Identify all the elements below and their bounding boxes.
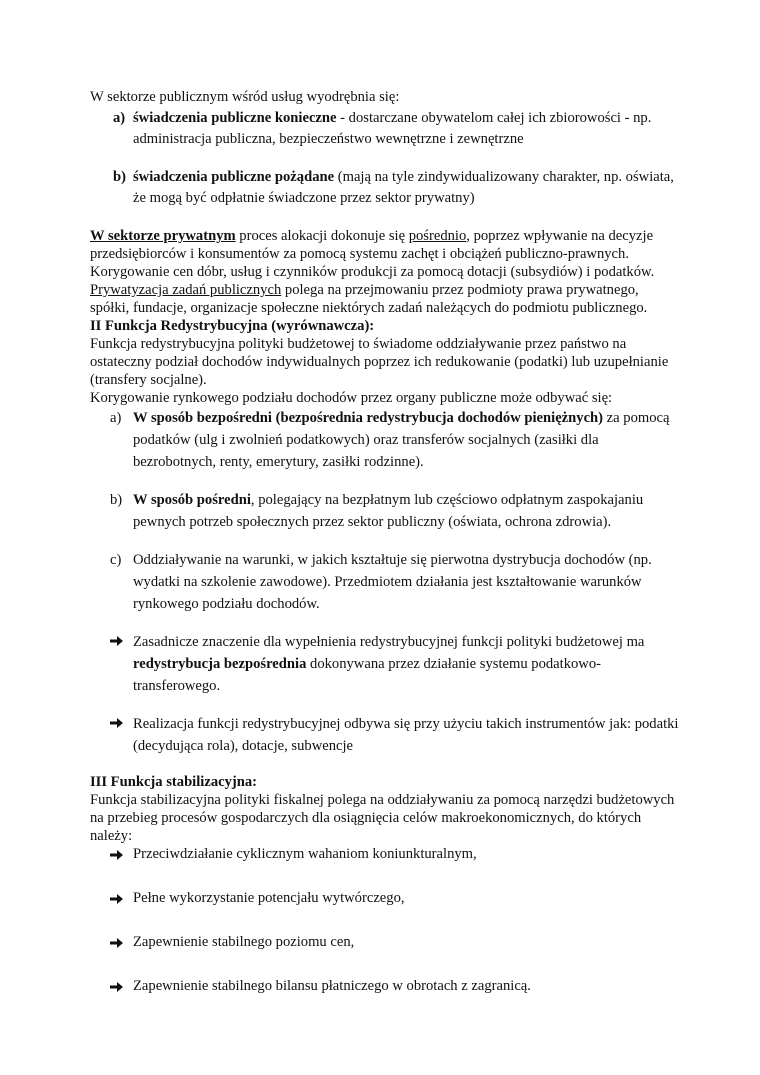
section-3-description: Funkcja stabilizacyjna polityki fiskalnej polega na oddziaływaniu za pomocą narzędzi budżetowych na przebieg procesów gospodarczych dla osiągnięcia celów makroekonomicznych, do których należy: (90, 792, 675, 844)
arrow-bullet-item (90, 713, 680, 757)
bold-term: W sposób bezpośredni (bezpośrednia redystrybucja dochodów pieniężnych) (133, 410, 604, 426)
list-item-content (133, 167, 680, 208)
arrow-right-icon (110, 845, 133, 866)
item-text: Zapewnienie stabilnego poziomu cen, (133, 934, 355, 950)
item-text: - dostarczane obywatelom całej ich zbiorowości - np. administracja publiczna, bezpieczeństwo wewnętrzne i zewnętrzne (133, 110, 652, 147)
list-item-content (133, 549, 680, 615)
bold-term: redystrybucja bezpośrednia (133, 656, 307, 672)
section-2-description: Funkcja redystrybucyjna polityki budżetowej to świadome oddziaływanie przez państwo na ostateczny podział dochodów indywidualnych poprzez ich redukowanie (podatki) lub uzupełnianie (transfery socjalne). (90, 336, 669, 388)
redistribution-item-a (90, 407, 680, 473)
public-service-item-b (90, 167, 680, 208)
item-text: (mają na tyle zindywidualizowany charakter, np. oświata, że mogą być odpłatnie świadczone przez sektor prywatny) (133, 169, 674, 206)
document-page (90, 88, 680, 998)
bold-term: świadczenia publiczne pożądane (133, 169, 335, 185)
paragraph-text: , poprzez wpływanie na decyzje przedsiębiorców i konsumentów za pomocą systemu zachęt i obciążeń publiczno-prawnych. Korygowanie cen dóbr, usług i czynników produkcji za pomocą dotacji (subsydiów) i podatków. (90, 228, 655, 280)
item-text: za pomocą podatków (ulg i zwolnień podatkowych) oraz transferów socjalnych (zasiłki dla bezrobotnych, renty, emerytury, zasiłki rodzinne). (133, 410, 670, 470)
private-sector-paragraph (90, 227, 680, 281)
arrow-bullet-item (90, 977, 680, 998)
list-marker: a) (110, 410, 122, 426)
privatization-term: Prywatyzacja zadań publicznych (90, 282, 282, 298)
list-marker: b) (113, 169, 126, 185)
section-2-intro: Korygowanie rynkowego podziału dochodów przez organy publiczne może odbywać się: (90, 390, 613, 406)
redistribution-item-c (90, 549, 680, 615)
item-text: Pełne wykorzystanie potencjału wytwórczego, (133, 890, 405, 906)
item-text: Zasadnicze znaczenie dla wypełnienia redystrybucyjnej funkcji polityki budżetowej ma (133, 634, 645, 650)
intro-line: W sektorze publicznym wśród usług wyodrębnia się: (90, 89, 400, 105)
list-marker: a) (113, 110, 126, 126)
list-marker: b) (110, 492, 123, 508)
list-item-content (133, 631, 680, 697)
paragraph-text: proces alokacji dokonuje się (235, 228, 409, 244)
arrow-right-icon (110, 933, 133, 954)
list-item-content (133, 407, 680, 473)
bold-term: świadczenia publiczne konieczne (133, 110, 337, 126)
underlined-term: pośrednio (408, 228, 467, 244)
private-sector-lead: W sektorze prywatnym (90, 228, 236, 244)
item-text: Przeciwdziałanie cyklicznym wahaniom koniunkturalnym, (133, 846, 477, 862)
arrow-right-icon (110, 631, 133, 697)
arrow-bullet-item (90, 845, 680, 866)
arrow-right-icon (110, 713, 133, 757)
item-text: Oddziaływanie na warunki, w jakich kształtuje się pierwotna dystrybucja dochodów (np. wydatki na szkolenie zawodowe). Przedmiotem działania jest kształtowanie warunków rynkowego podziału dochodów. (133, 552, 652, 612)
list-item-content (133, 108, 680, 149)
bold-term: W sposób pośredni (133, 492, 251, 508)
arrow-bullet-item (90, 933, 680, 954)
item-text: Realizacja funkcji redystrybucyjnej odbywa się przy użyciu takich instrumentów jak: podatki (decydująca rola), dotacje, subwencje (133, 716, 679, 754)
section-3-title: III Funkcja stabilizacyjna: (90, 774, 258, 790)
arrow-bullet-item (90, 631, 680, 697)
item-text: Zapewnienie stabilnego bilansu płatniczego w obrotach z zagranicą. (133, 978, 531, 994)
paragraph-text: polega na przejmowaniu przez podmioty prawa prywatnego, spółki, fundacje, organizacje społeczne niektórych zadań należących do podmiotu publicznego. (90, 282, 648, 316)
section-2-title: II Funkcja Redystrybucyjna (wyrównawcza): (90, 318, 375, 334)
item-text: dokonywana przez działanie systemu podatkowo-transferowego. (133, 656, 601, 694)
list-item-content (133, 489, 680, 533)
privatization-paragraph (90, 281, 680, 317)
arrow-bullet-item (90, 889, 680, 910)
item-text: , polegający na bezpłatnym lub częściowo odpłatnym zaspokajaniu pewnych potrzeb społecznych przez sektor publiczny (oświata, ochrona zdrowia). (133, 492, 644, 530)
arrow-right-icon (110, 889, 133, 910)
public-service-item-a (90, 108, 680, 149)
redistribution-item-b (90, 489, 680, 533)
list-marker: c) (110, 552, 122, 568)
arrow-right-icon (110, 977, 133, 998)
